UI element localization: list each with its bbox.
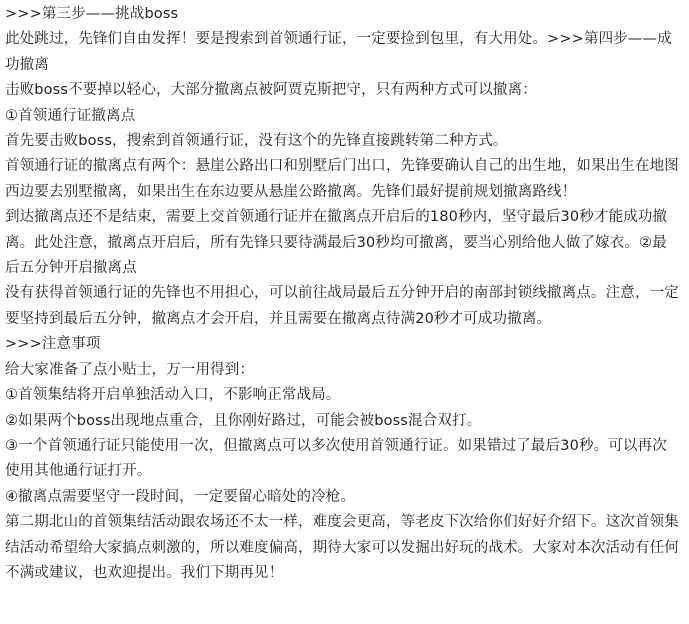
paragraph-tips-intro: 给大家准备了点小贴士，万一用得到： [5, 361, 255, 378]
paragraph-extraction-points: 首领通行证的撤离点有两个：悬崖公路出口和别墅后门出口，先锋要确认自己的出生地，如果出生在地图西边要去别墅撤离，如果出生在东边要从悬崖公路撤离。先锋们最好提前规划撤离路线！ [5, 158, 679, 200]
section-heading-step-three: >>>第三步——挑战boss [5, 6, 179, 22]
tip-item-1: ①首领集结将开启单独活动入口，不影响正常战局。 [5, 387, 341, 404]
subheading-pass-extraction: ①首领通行证撤离点 [5, 107, 136, 124]
tip-item-3: ③一个首领通行证只能使用一次，但撤离点可以多次使用首领通行证。如果错过了最后30秒。可以再次使用其他通行证打开。 [5, 437, 667, 480]
paragraph-closing: 第二期北山的首领集结活动跟农场还不太一样，难度会更高，等老皮下次给你们好好介绍下。这次首领集结活动希望给大家搞点刺激的，所以难度偏高，期待大家可以发掘出好玩的战术。大家对本次活动有任何不满或建议，也欢迎提出。我们下期再见！ [5, 514, 679, 581]
paragraph-last-five-minutes: 没有获得首领通行证的先锋也不用担心，可以前往战局最后五分钟开启的南部封锁线撤离点。注意，一定要坚持到最后五分钟，撤离点才会开启，并且需要在撤离点待满20秒才可成功撤离。 [5, 285, 679, 327]
paragraph-boss-warning: 击败boss不要掉以轻心，大部分撤离点被阿贾克斯把守，只有两种方式可以撤离： [5, 82, 537, 99]
paragraph-hold-extraction: 到达撤离点还不是结束，需要上交首领通行证并在撤离点开启后的180秒内，坚守最后30秒才能成功撤离。此处注意，撤离点开启后，所有先锋只要待满最后30秒均可撤离，要当心别给他人做了嫁衣。②最后五分钟开启撤离点 [5, 209, 668, 277]
article-body [5, 2, 681, 586]
section-heading-notes: >>>注意事项 [5, 336, 101, 353]
tip-item-2: ②如果两个boss出现地点重合，且你刚好路过，可能会被boss混合双打。 [5, 412, 482, 429]
paragraph-skip-note: 此处跳过，先锋们自由发挥！要是搜索到首领通行证，一定要捡到包里，有大用处。>>>第四步——成功撤离 [5, 31, 672, 73]
paragraph-defeat-boss: 首先要击败boss，搜索到首领通行证，没有这个的先锋直接跳转第二种方式。 [5, 133, 508, 150]
tip-item-4: ④撤离点需要坚守一段时间，一定要留心暗处的冷枪。 [5, 488, 356, 505]
